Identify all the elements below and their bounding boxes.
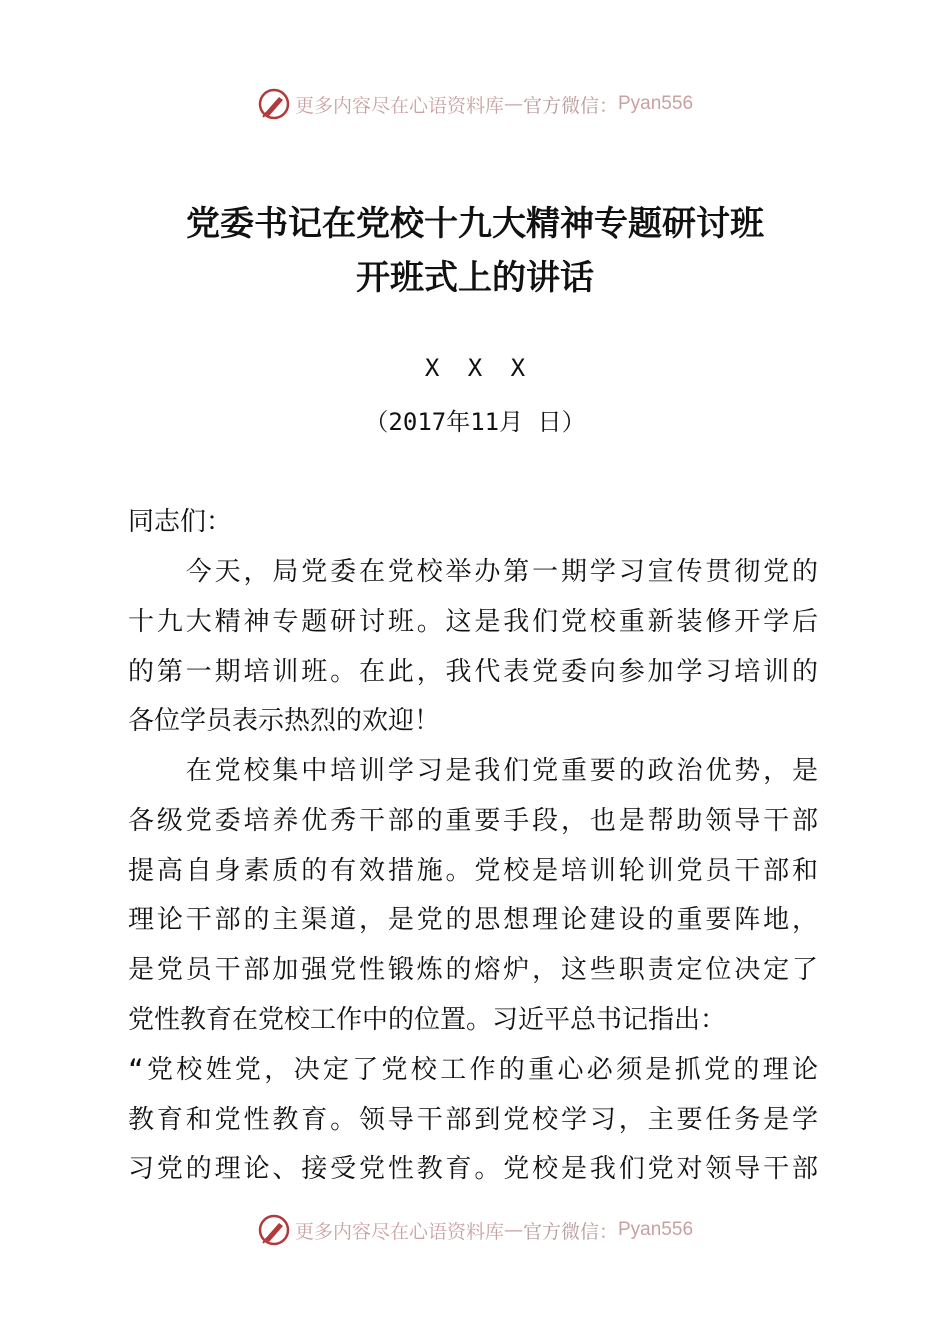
- banner-wechat-label: 官方微信：: [522, 1220, 618, 1243]
- paragraph-line: 党性教育在党校工作中的位置。习近平总书记指出：: [128, 1004, 727, 1035]
- paragraph-1: [128, 548, 818, 747]
- paragraph-2: [128, 747, 818, 1195]
- paragraph-line: 习党的理论、接受党性教育。党校是我们党对领导干部: [128, 1154, 818, 1185]
- document-title-line-1: 党委书记在党校十九大精神专题研讨班: [186, 204, 764, 244]
- banner-text: 更多内容尽在心语资料库: [294, 1220, 504, 1243]
- pen-logo-icon: [257, 1213, 291, 1247]
- banner-text: 更多内容尽在心语资料库: [294, 94, 504, 117]
- paragraph-line: “党校姓党，决定了党校工作的重心必须是抓党的理论: [128, 1054, 818, 1085]
- author-name: X X X: [424, 354, 526, 382]
- paragraph-line: 是党员干部加强党性锻炼的熔炉，这些职责定位决定了: [128, 955, 818, 986]
- footer-watermark-banner: [0, 1210, 950, 1250]
- banner-separator: —: [503, 1219, 523, 1241]
- paragraph-line: 各级党委培养优秀干部的重要手段，也是帮助领导干部: [128, 805, 818, 836]
- paragraph-line: 教育和党性教育。领导干部到党校学习，主要任务是学: [128, 1104, 818, 1135]
- header-watermark-banner: [0, 84, 950, 124]
- paragraph-line: 今天，局党委在党校举办第一期学习宣传贯彻党的: [128, 557, 818, 587]
- paragraph-line: 各位学员表示热烈的欢迎！: [128, 706, 441, 737]
- salutation: 同志们：: [128, 507, 233, 537]
- paragraph-line: 十九大精神专题研讨班。这是我们党校重新装修开学后: [128, 606, 818, 637]
- document-title-line-2: 开班式上的讲话: [356, 258, 594, 298]
- banner-separator: —: [503, 93, 523, 115]
- banner-wechat-id: Pyan556: [618, 93, 694, 114]
- paragraph-line: 理论干部的主渠道，是党的思想理论建设的重要阵地，: [128, 905, 818, 936]
- banner-wechat-id: Pyan556: [618, 1219, 694, 1240]
- paragraph-line: 在党校集中培训学习是我们党重要的政治优势，是: [128, 756, 818, 786]
- pen-logo-icon: [257, 87, 291, 121]
- banner-wechat-label: 官方微信：: [522, 94, 618, 117]
- speech-date: （2017年11月 日）: [364, 408, 586, 436]
- paragraph-line: 提高自身素质的有效措施。党校是培训轮训党员干部和: [128, 855, 818, 886]
- paragraph-line: 的第一期培训班。在此，我代表党委向参加学习培训的: [128, 656, 818, 687]
